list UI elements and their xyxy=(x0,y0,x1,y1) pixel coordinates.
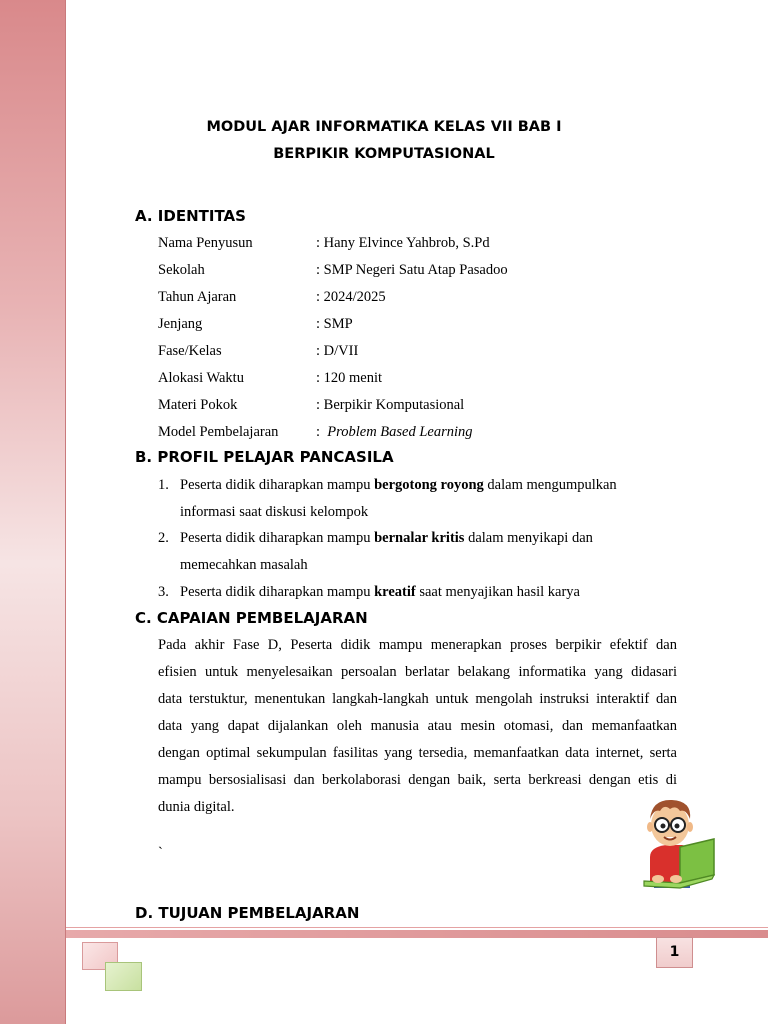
section-d-heading: D. TUJUAN PEMBELAJARAN xyxy=(135,904,360,922)
left-decorative-band xyxy=(0,0,66,1024)
identity-value: : SMP Negeri Satu Atap Pasadoo xyxy=(316,262,508,278)
identity-value: : 2024/2025 xyxy=(316,289,386,305)
paragraph-line: data yang dapat dijalankan oleh manusia atau mesin otomasi, dan memanfaatkan xyxy=(158,718,677,734)
identity-label: Alokasi Waktu xyxy=(158,370,244,386)
list-text: dalam mengumpulkan xyxy=(483,477,617,493)
list-text: Peserta didik diharapkan mampu xyxy=(180,584,375,600)
identity-label: Tahun Ajaran xyxy=(158,289,237,305)
identity-value xyxy=(316,424,473,441)
paragraph-line: data terstuktur, menentukan langkah-langkah untuk mengolah instruksi interaktif dan xyxy=(158,691,677,707)
paragraph-line: dunia digital. xyxy=(158,799,235,815)
document-title-line2: BERPIKIR KOMPUTASIONAL xyxy=(273,146,495,162)
paragraph-line: dengan optimal sekumpulan fasilitas yang tersedia, memanfaatkan data internet, serta xyxy=(158,745,677,761)
identity-value: : D/VII xyxy=(316,343,359,359)
identity-value: : 120 menit xyxy=(316,370,383,386)
identity-label: Nama Penyusun xyxy=(158,235,253,251)
identity-label: Model Pembelajaran xyxy=(158,424,279,440)
learning-model-value: Problem Based Learning xyxy=(327,424,473,440)
list-line: informasi saat diskusi kelompok xyxy=(180,504,369,520)
stray-mark: ` xyxy=(158,845,163,861)
section-b-heading: B. PROFIL PELAJAR PANCASILA xyxy=(135,448,394,466)
list-line xyxy=(180,530,593,547)
list-text: Peserta didik diharapkan mampu xyxy=(180,477,375,493)
page-number: 1 xyxy=(656,937,693,968)
list-bold-text: bergotong royong xyxy=(374,477,484,493)
identity-value: : Berpikir Komputasional xyxy=(316,397,465,413)
identity-label: Jenjang xyxy=(158,316,203,332)
list-text: saat menyajikan hasil karya xyxy=(415,584,580,600)
list-bold-text: bernalar kritis xyxy=(374,530,465,546)
list-number: 2. xyxy=(158,530,169,546)
identity-label: Fase/Kelas xyxy=(158,343,222,359)
list-line xyxy=(180,477,617,494)
identity-label: Sekolah xyxy=(158,262,205,278)
identity-value: : SMP xyxy=(316,316,353,332)
list-line xyxy=(180,584,580,601)
list-line: memecahkan masalah xyxy=(180,557,308,573)
paragraph-line: Pada akhir Fase D, Peserta didik mampu menerapkan proses berpikir efektif dan xyxy=(158,637,677,653)
paragraph-line: efisien untuk menyelesaikan persoalan berlatar belakang informatika yang didasari xyxy=(158,664,677,680)
boy-laptop-illustration xyxy=(636,795,718,891)
identity-value: : Hany Elvince Yahbrob, S.Pd xyxy=(316,235,490,251)
list-number: 3. xyxy=(158,584,169,600)
section-a-heading: A. IDENTITAS xyxy=(135,207,246,225)
document-title-line1: MODUL AJAR INFORMATIKA KELAS VII BAB I xyxy=(206,119,562,135)
identity-label: Materi Pokok xyxy=(158,397,238,413)
list-bold-text: kreatif xyxy=(374,584,416,600)
list-number: 1. xyxy=(158,477,169,493)
section-c-heading: C. CAPAIAN PEMBELAJARAN xyxy=(135,609,368,627)
decorative-green-square xyxy=(105,962,142,991)
list-text: Peserta didik diharapkan mampu xyxy=(180,530,375,546)
value-prefix: : xyxy=(316,424,328,440)
list-text: dalam menyikapi dan xyxy=(464,530,593,546)
paragraph-line: mampu bersosialisasi dan berkolaborasi dengan baik, serta berkreasi dengan etis di xyxy=(158,772,677,788)
